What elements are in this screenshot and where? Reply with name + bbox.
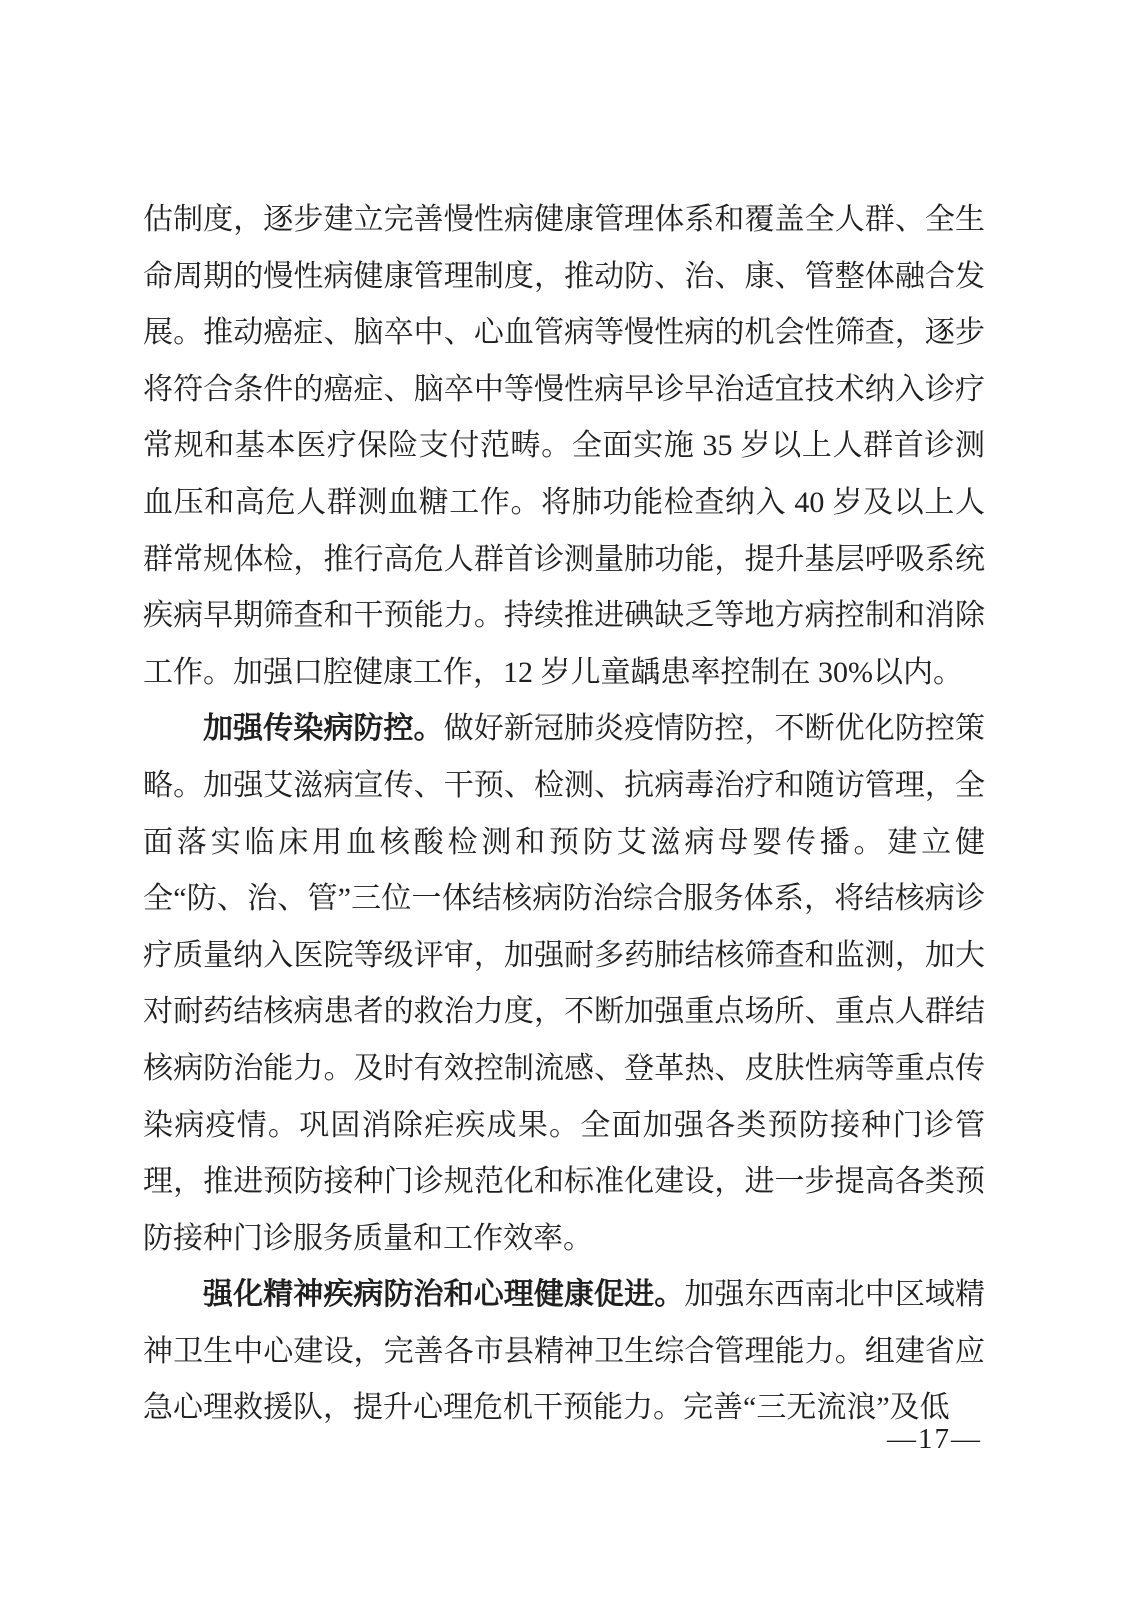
paragraph-lead: 加强传染病防控。: [203, 712, 444, 746]
paragraph-text: 加强东西南北中区域精神卫生中心建设，完善各市县精神卫生综合管理能力。组建省应急心理救援队，提升心理危机干预能力。完善“三无流浪”及低: [143, 1278, 986, 1425]
paragraph-mental-health: [143, 1267, 985, 1437]
paragraph-lead: 强化精神疾病防治和心理健康促进。: [203, 1278, 685, 1312]
body-text: [143, 192, 985, 1437]
paragraph-continuation: [143, 192, 985, 701]
paragraph-text: 估制度，逐步建立完善慢性病健康管理体系和覆盖全人群、全生命周期的慢性病健康管理制度，推动防、治、康、管整体融合发展。推动癌症、脑卒中、心血管病等慢性病的机会性筛查，逐步将符合条件的癌症、脑卒中等慢性病早诊早治适宜技术纳入诊疗常规和基本医疗保险支付范畴。全面实施 35 岁以上人群首诊测血压和高危人群测血糖工作。将肺功能检查纳入 40 岁及以上人群常规体检，推行高危人群首诊测量肺功能，提升基层呼吸系统疾病早期筛查和干预能力。持续推进碘缺乏等地方病控制和消除工作。加强口腔健康工作，12 岁儿童龋患率控制在 30%以内。: [143, 203, 985, 689]
paragraph-infectious-disease: [143, 701, 985, 1267]
paragraph-text: 做好新冠肺炎疫情防控，不断优化防控策略。加强艾滋病宣传、干预、检测、抗病毒治疗和随访管理，全面落实临床用血核酸检测和预防艾滋病母婴传播。建立健全“防、治、管”三位一体结核病防治综合服务体系，将结核病诊疗质量纳入医院等级评审，加强耐多药肺结核筛查和监测，加大对耐药结核病患者的救治力度，不断加强重点场所、重点人群结核病防治能力。及时有效控制流感、登革热、皮肤性病等重点传染病疫情。巩固消除疟疾成果。全面加强各类预防接种门诊管理，推进预防接种门诊规范化和标准化建设，进一步提高各类预防接种门诊服务质量和工作效率。: [143, 712, 986, 1255]
page-number: —17—: [887, 1423, 982, 1455]
